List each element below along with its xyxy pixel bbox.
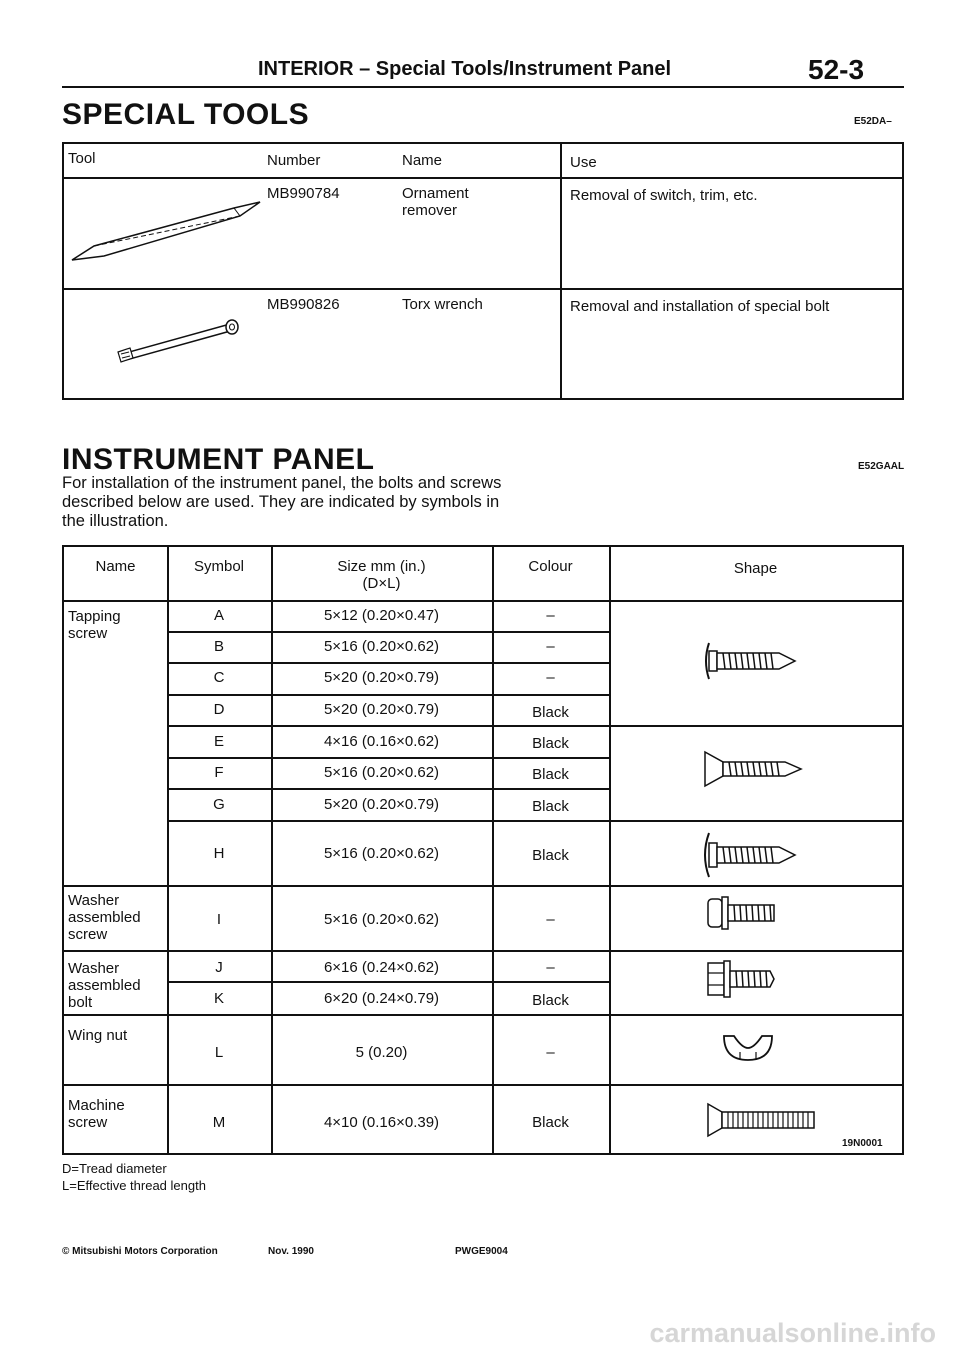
size-cell: 4×10 (0.16×0.39) [323,1114,440,1131]
tapping-screw-icon [699,639,809,683]
header-rule [62,86,904,88]
tool-name: Torx wrench [402,296,483,313]
size-cell: 6×16 (0.24×0.62) [323,959,440,976]
note-thread-length: L=Effective thread length [62,1178,206,1193]
tool-number: MB990784 [267,185,340,202]
machine-screw-icon [702,1100,822,1140]
size-cell: 5×16 (0.20×0.62) [323,845,440,862]
symbol-cell: F [214,764,224,781]
col-header-size-sub: (D×L) [362,575,401,592]
colour-cell: Black [532,992,569,1009]
symbol-cell: E [213,733,224,750]
tapping-screw-h-icon [699,829,809,881]
symbol-cell: G [213,796,225,813]
wing-nut-icon [720,1030,776,1066]
colour-cell: Black [532,735,569,752]
col-header-name: Name [402,152,443,169]
col-header-shape: Shape [733,560,778,577]
washer-screw-icon [704,893,784,937]
symbol-cell: H [213,845,225,862]
instrument-panel-heading: INSTRUMENT PANEL [62,443,375,476]
colour-cell: Black [532,766,569,783]
size-cell: 5×20 (0.20×0.79) [323,701,440,718]
col-header-size: Size mm (in.) [337,558,426,575]
size-cell: 5×12 (0.20×0.47) [323,607,440,624]
group-name: Wing nut [68,1027,128,1044]
special-tools-table [62,142,904,400]
fastener-table [62,545,904,1155]
group-name: Tapping screw [68,608,121,642]
page-header-title: INTERIOR – Special Tools/Instrument Panel [258,58,672,80]
colour-cell: – [546,911,555,928]
tool-use: Removal and installation of special bolt [570,298,830,315]
size-cell: 5×16 (0.20×0.62) [323,638,440,655]
size-cell: 4×16 (0.16×0.62) [323,733,440,750]
ornament-remover-icon [64,194,264,266]
page-number: 52-3 [808,54,865,85]
symbol-cell: J [215,959,223,976]
figure-code: 19N0001 [842,1138,883,1149]
colour-cell: – [546,1044,555,1061]
size-cell: 5×16 (0.20×0.62) [323,764,440,781]
group-name: Washer assembled bolt [68,960,141,1011]
col-header-symbol: Symbol [193,558,245,575]
symbol-cell: L [214,1044,224,1061]
colour-cell: Black [532,847,569,864]
footer-doc-code: PWGE9004 [455,1246,508,1257]
instrument-panel-code: E52GAAL [858,461,905,472]
torx-wrench-icon [114,314,244,366]
group-name: Washer assembled screw [68,892,141,943]
tool-name: Ornament remover [402,185,469,219]
size-cell: 6×20 (0.24×0.79) [323,990,440,1007]
symbol-cell: M [212,1114,226,1131]
colour-cell: – [546,669,555,686]
size-cell: 5×16 (0.20×0.62) [323,911,440,928]
col-header-name: Name [95,558,136,575]
special-tools-heading: SPECIAL TOOLS [62,98,310,131]
symbol-cell: C [213,669,225,686]
symbol-cell: D [213,701,225,718]
symbol-cell: B [213,638,224,655]
footer-date: Nov. 1990 [268,1246,314,1257]
countersunk-screw-icon [699,746,814,792]
size-cell: 5×20 (0.20×0.79) [323,796,440,813]
colour-cell: Black [532,1114,569,1131]
size-cell: 5 (0.20) [355,1044,408,1061]
special-tools-code: E52DA– [854,116,892,127]
col-header-tool: Tool [68,150,96,167]
note-tread-diameter: D=Tread diameter [62,1161,167,1176]
colour-cell: – [546,959,555,976]
colour-cell: Black [532,704,569,721]
watermark-text: carmanualsonline.info [649,1318,936,1348]
symbol-cell: K [213,990,224,1007]
symbol-cell: I [216,911,222,928]
washer-bolt-icon [704,957,784,1005]
colour-cell: – [546,607,555,624]
colour-cell: – [546,638,555,655]
col-header-number: Number [267,152,321,169]
instrument-panel-intro: For installation of the instrument panel, the bolts and screws described below are used. They are indicated by symbols in the illustration. [62,474,502,530]
group-name: Machine screw [68,1097,125,1131]
symbol-cell: A [213,607,224,624]
size-cell: 5×20 (0.20×0.79) [323,669,440,686]
footer-copyright: © Mitsubishi Motors Corporation [62,1246,218,1257]
tool-use: Removal of switch, trim, etc. [570,187,758,204]
col-header-use: Use [570,154,597,171]
colour-cell: Black [532,798,569,815]
col-header-colour: Colour [528,558,573,575]
tool-number: MB990826 [267,296,340,313]
